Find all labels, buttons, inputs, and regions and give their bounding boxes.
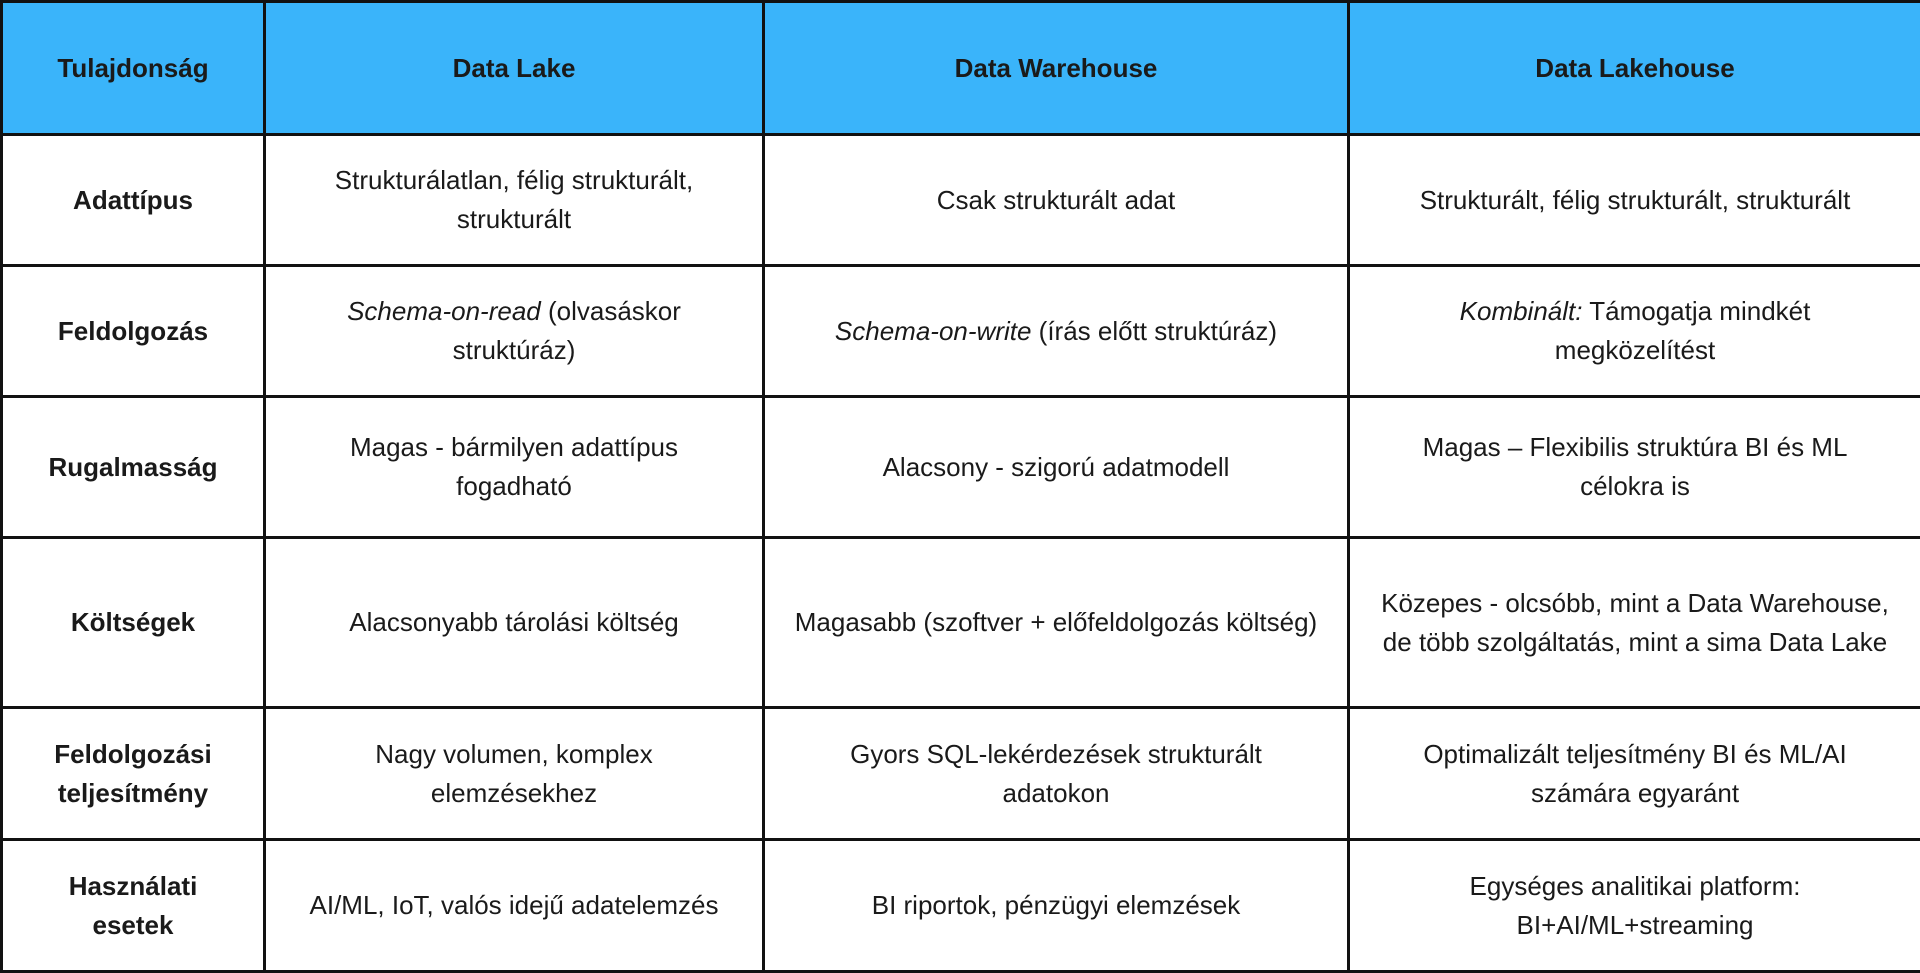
cell-data-lake: AI/ML, IoT, valós idejű adatelemzés bbox=[265, 840, 764, 972]
cell-data-lake: Alacsonyabb tárolási költség bbox=[265, 538, 764, 708]
cell-data-lakehouse: Strukturált, félig strukturált, strukturált bbox=[1349, 135, 1920, 266]
cell-data-lake: Strukturálatlan, félig strukturált, strukturált bbox=[265, 135, 764, 266]
cell-data-warehouse: Magasabb (szoftver + előfeldolgozás költség) bbox=[764, 538, 1349, 708]
cell-text: (olvasáskor struktúráz) bbox=[453, 296, 681, 365]
cell-data-warehouse bbox=[764, 266, 1349, 397]
header-property: Tulajdonság bbox=[2, 2, 265, 135]
row-property: Használati esetek bbox=[2, 840, 265, 972]
row-property: Adattípus bbox=[2, 135, 265, 266]
table-row bbox=[2, 538, 1920, 708]
cell-emphasis: Schema-on-read bbox=[347, 296, 541, 326]
cell-emphasis: Schema-on-write bbox=[835, 316, 1032, 346]
cell-text: (írás előtt struktúráz) bbox=[1031, 316, 1277, 346]
cell-data-lakehouse bbox=[1349, 266, 1920, 397]
table-row bbox=[2, 135, 1920, 266]
row-property: Feldolgozási teljesítmény bbox=[2, 708, 265, 840]
header-row bbox=[2, 2, 1920, 135]
header-data-lakehouse: Data Lakehouse bbox=[1349, 2, 1920, 135]
row-property: Rugalmasság bbox=[2, 397, 265, 538]
cell-data-lakehouse: Magas – Flexibilis struktúra BI és ML célokra is bbox=[1349, 397, 1920, 538]
header-data-warehouse: Data Warehouse bbox=[764, 2, 1349, 135]
cell-data-lakehouse: Közepes - olcsóbb, mint a Data Warehouse, de több szolgáltatás, mint a sima Data Lake bbox=[1349, 538, 1920, 708]
table-row bbox=[2, 397, 1920, 538]
cell-data-warehouse: Csak strukturált adat bbox=[764, 135, 1349, 266]
cell-data-warehouse: Gyors SQL-lekérdezések strukturált adatokon bbox=[764, 708, 1349, 840]
row-property: Költségek bbox=[2, 538, 265, 708]
cell-data-lake bbox=[265, 266, 764, 397]
cell-data-lake: Magas - bármilyen adattípus fogadható bbox=[265, 397, 764, 538]
cell-data-lake: Nagy volumen, komplex elemzésekhez bbox=[265, 708, 764, 840]
cell-data-lakehouse: Optimalizált teljesítmény BI és ML/AI számára egyaránt bbox=[1349, 708, 1920, 840]
cell-data-lakehouse: Egységes analitikai platform: BI+AI/ML+streaming bbox=[1349, 840, 1920, 972]
table-row bbox=[2, 266, 1920, 397]
cell-emphasis: Kombinált: bbox=[1460, 296, 1583, 326]
header-data-lake: Data Lake bbox=[265, 2, 764, 135]
table-row bbox=[2, 708, 1920, 840]
cell-text: Támogatja mindkét megközelítést bbox=[1555, 296, 1811, 365]
table-row bbox=[2, 840, 1920, 972]
row-property: Feldolgozás bbox=[2, 266, 265, 397]
cell-data-warehouse: BI riportok, pénzügyi elemzések bbox=[764, 840, 1349, 972]
cell-data-warehouse: Alacsony - szigorú adatmodell bbox=[764, 397, 1349, 538]
